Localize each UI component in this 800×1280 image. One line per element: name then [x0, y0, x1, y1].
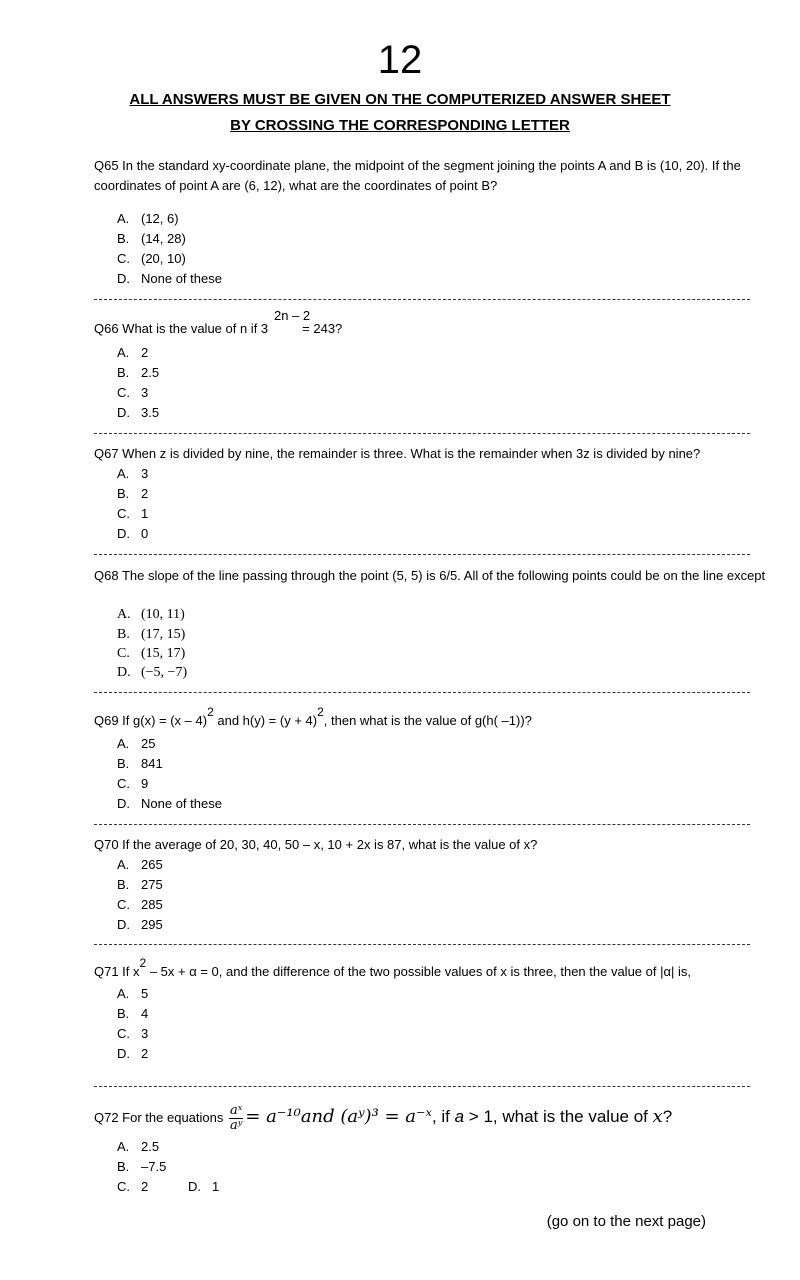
option-letter: C. — [117, 506, 130, 521]
q72-prefix: Q72 For the equations — [94, 1110, 224, 1125]
option-letter: A. — [117, 986, 130, 1001]
option-letter: C. — [117, 1026, 130, 1041]
option-text: (20, 10) — [141, 251, 186, 266]
option-text: 2 — [141, 1179, 149, 1194]
q67-option-c[interactable] — [117, 504, 148, 524]
option-text: 3 — [141, 466, 149, 481]
q70-option-d[interactable] — [117, 915, 163, 935]
question-67-text: Q67 When z is divided by nine, the remainder is three. What is the remainder when 3z is divided by nine? — [94, 446, 701, 461]
question-68-text: Q68 The slope of the line passing through the point (5, 5) is 6/5. All of the following points could be on the line except — [94, 568, 766, 583]
question-71-text — [94, 956, 691, 982]
option-letter: D. — [188, 1179, 201, 1194]
q65-option-a[interactable] — [117, 209, 179, 229]
option-letter: A. — [117, 345, 130, 360]
q69-option-a[interactable] — [117, 734, 155, 754]
q68-option-b[interactable] — [117, 625, 185, 645]
q66-exponent: 2n – 2 — [274, 308, 311, 323]
q72-option-a[interactable] — [117, 1137, 159, 1157]
divider — [94, 554, 750, 555]
option-text: 25 — [141, 736, 156, 751]
option-letter: B. — [117, 231, 130, 246]
q72-fraction-numerator: aˣ — [229, 1103, 243, 1119]
option-text: (12, 6) — [141, 211, 179, 226]
q72-equation: = a⁻¹⁰and (aʸ)³ = a⁻ˣ — [245, 1106, 432, 1127]
instructions-line-1: ALL ANSWERS MUST BE GIVEN ON THE COMPUTERIZED ANSWER SHEET — [129, 91, 671, 108]
q68-option-a[interactable] — [117, 605, 185, 625]
q71-option-a[interactable] — [117, 984, 148, 1004]
option-text: 285 — [141, 897, 163, 912]
option-text: (14, 28) — [141, 231, 186, 246]
q72-end: ? — [662, 1107, 673, 1126]
option-letter: A. — [117, 607, 131, 622]
option-letter: A. — [117, 1139, 130, 1154]
divider — [94, 824, 750, 825]
question-70-text: Q70 If the average of 20, 30, 40, 50 – x, 10 + 2x is 87, what is the value of x? — [94, 837, 538, 852]
option-letter: C. — [117, 646, 130, 661]
option-letter: C. — [117, 385, 130, 400]
instructions-line-2: BY CROSSING THE CORRESPONDING LETTER — [230, 117, 570, 134]
divider — [94, 692, 750, 693]
question-65-text: Q65 In the standard xy-coordinate plane, the midpoint of the segment joining the points A and B is (10, 20). If the coordinates of point A are (6, 12), what are the coordinates of point B? — [94, 158, 741, 193]
q67-option-b[interactable] — [117, 484, 148, 504]
footer-next-page: (go on to the next page) — [546, 1213, 706, 1230]
option-text: None of these — [141, 271, 222, 286]
q71-part-1: Q71 If x — [94, 964, 140, 979]
option-letter: D. — [117, 271, 130, 286]
q70-option-a[interactable] — [117, 855, 163, 875]
option-letter: D. — [117, 405, 130, 420]
divider — [94, 299, 750, 300]
option-text: 3 — [141, 385, 149, 400]
option-text: 2.5 — [141, 365, 160, 380]
q72-fraction — [229, 1104, 243, 1133]
q72-fraction-denominator: aʸ — [229, 1118, 243, 1134]
option-text: 1 — [141, 506, 149, 521]
q69-part-3: , then what is the value of g(h( –1))? — [323, 713, 532, 728]
q66-option-a[interactable] — [117, 343, 148, 363]
divider — [94, 1086, 750, 1087]
q69-option-b[interactable] — [117, 754, 163, 774]
option-letter: B. — [117, 756, 130, 771]
divider — [94, 944, 750, 945]
option-text: 4 — [141, 1006, 149, 1021]
q65-option-b[interactable] — [117, 229, 186, 249]
q65-option-d[interactable] — [117, 269, 222, 289]
option-letter: C. — [117, 1179, 130, 1194]
q72-option-d[interactable] — [188, 1177, 219, 1197]
option-letter: A. — [117, 466, 130, 481]
option-letter: C. — [117, 897, 130, 912]
q69-part-1: Q69 If g(x) = (x – 4) — [94, 713, 208, 728]
option-letter: B. — [117, 627, 130, 642]
option-text: None of these — [141, 796, 222, 811]
q69-option-d[interactable] — [117, 794, 222, 814]
option-text: (17, 15) — [141, 627, 186, 642]
option-text: 295 — [141, 917, 163, 932]
q72-middle: , if — [431, 1107, 455, 1126]
q70-option-c[interactable] — [117, 895, 163, 915]
option-letter: D. — [117, 917, 130, 932]
q69-option-c[interactable] — [117, 774, 148, 794]
q68-option-d[interactable] — [117, 663, 187, 683]
q67-option-a[interactable] — [117, 464, 148, 484]
q71-superscript: 2 — [139, 956, 147, 970]
q72-option-c[interactable] — [117, 1177, 148, 1197]
question-72-text — [94, 1100, 672, 1135]
option-text: 841 — [141, 756, 163, 771]
q66-option-b[interactable] — [117, 363, 159, 383]
option-letter: D. — [117, 1046, 130, 1061]
page-number: 12 — [377, 38, 423, 82]
divider — [94, 433, 750, 434]
option-letter: C. — [117, 776, 130, 791]
option-letter: D. — [117, 526, 130, 541]
q67-option-d[interactable] — [117, 524, 148, 544]
option-letter: A. — [117, 211, 130, 226]
option-text: 9 — [141, 776, 149, 791]
q69-part-2: and h(y) = (y + 4) — [213, 713, 318, 728]
q71-option-d[interactable] — [117, 1044, 148, 1064]
q66-stem: Q66 What is the value of n if 3 — [94, 321, 269, 336]
option-text: 5 — [141, 986, 149, 1001]
q72-condition-variable: a — [454, 1107, 465, 1126]
option-text: 0 — [141, 526, 149, 541]
q71-part-2: – 5x + α = 0, and the difference of the two possible values of x is three, then the value of |α| is, — [146, 964, 691, 979]
option-text: (10, 11) — [141, 607, 185, 622]
option-text: (−5, −7) — [141, 665, 188, 680]
option-text: 2 — [141, 1046, 149, 1061]
option-text: 265 — [141, 857, 163, 872]
option-letter: B. — [117, 1159, 130, 1174]
option-letter: B. — [117, 486, 130, 501]
q71-option-c[interactable] — [117, 1024, 148, 1044]
q66-option-d[interactable] — [117, 403, 159, 423]
q69-superscript-1: 2 — [207, 705, 214, 719]
option-letter: C. — [117, 251, 130, 266]
option-letter: B. — [117, 365, 130, 380]
question-69-text — [94, 705, 532, 731]
q65-option-c[interactable] — [117, 249, 186, 269]
option-text: 2 — [141, 345, 149, 360]
q72-condition: > 1, what is the value of — [464, 1107, 653, 1126]
q66-stem-end: = 243? — [302, 321, 343, 336]
q71-option-b[interactable] — [117, 1004, 148, 1024]
option-text: –7.5 — [141, 1159, 167, 1174]
q72-option-b[interactable] — [117, 1157, 166, 1177]
option-text: 2.5 — [141, 1139, 160, 1154]
option-text: (15, 17) — [141, 646, 186, 661]
option-letter: A. — [117, 736, 130, 751]
q66-option-c[interactable] — [117, 383, 148, 403]
option-text: 3.5 — [141, 405, 160, 420]
option-letter: B. — [117, 877, 130, 892]
q68-option-c[interactable] — [117, 644, 185, 664]
option-letter: D. — [117, 796, 130, 811]
option-text: 2 — [141, 486, 149, 501]
option-text: 3 — [141, 1026, 149, 1041]
q69-superscript-2: 2 — [317, 705, 324, 719]
option-letter: D. — [117, 665, 131, 680]
option-text: 1 — [212, 1179, 220, 1194]
option-text: 275 — [141, 877, 163, 892]
q70-option-b[interactable] — [117, 875, 163, 895]
q72-target-variable: x — [652, 1106, 663, 1127]
option-letter: A. — [117, 857, 130, 872]
option-letter: B. — [117, 1006, 130, 1021]
